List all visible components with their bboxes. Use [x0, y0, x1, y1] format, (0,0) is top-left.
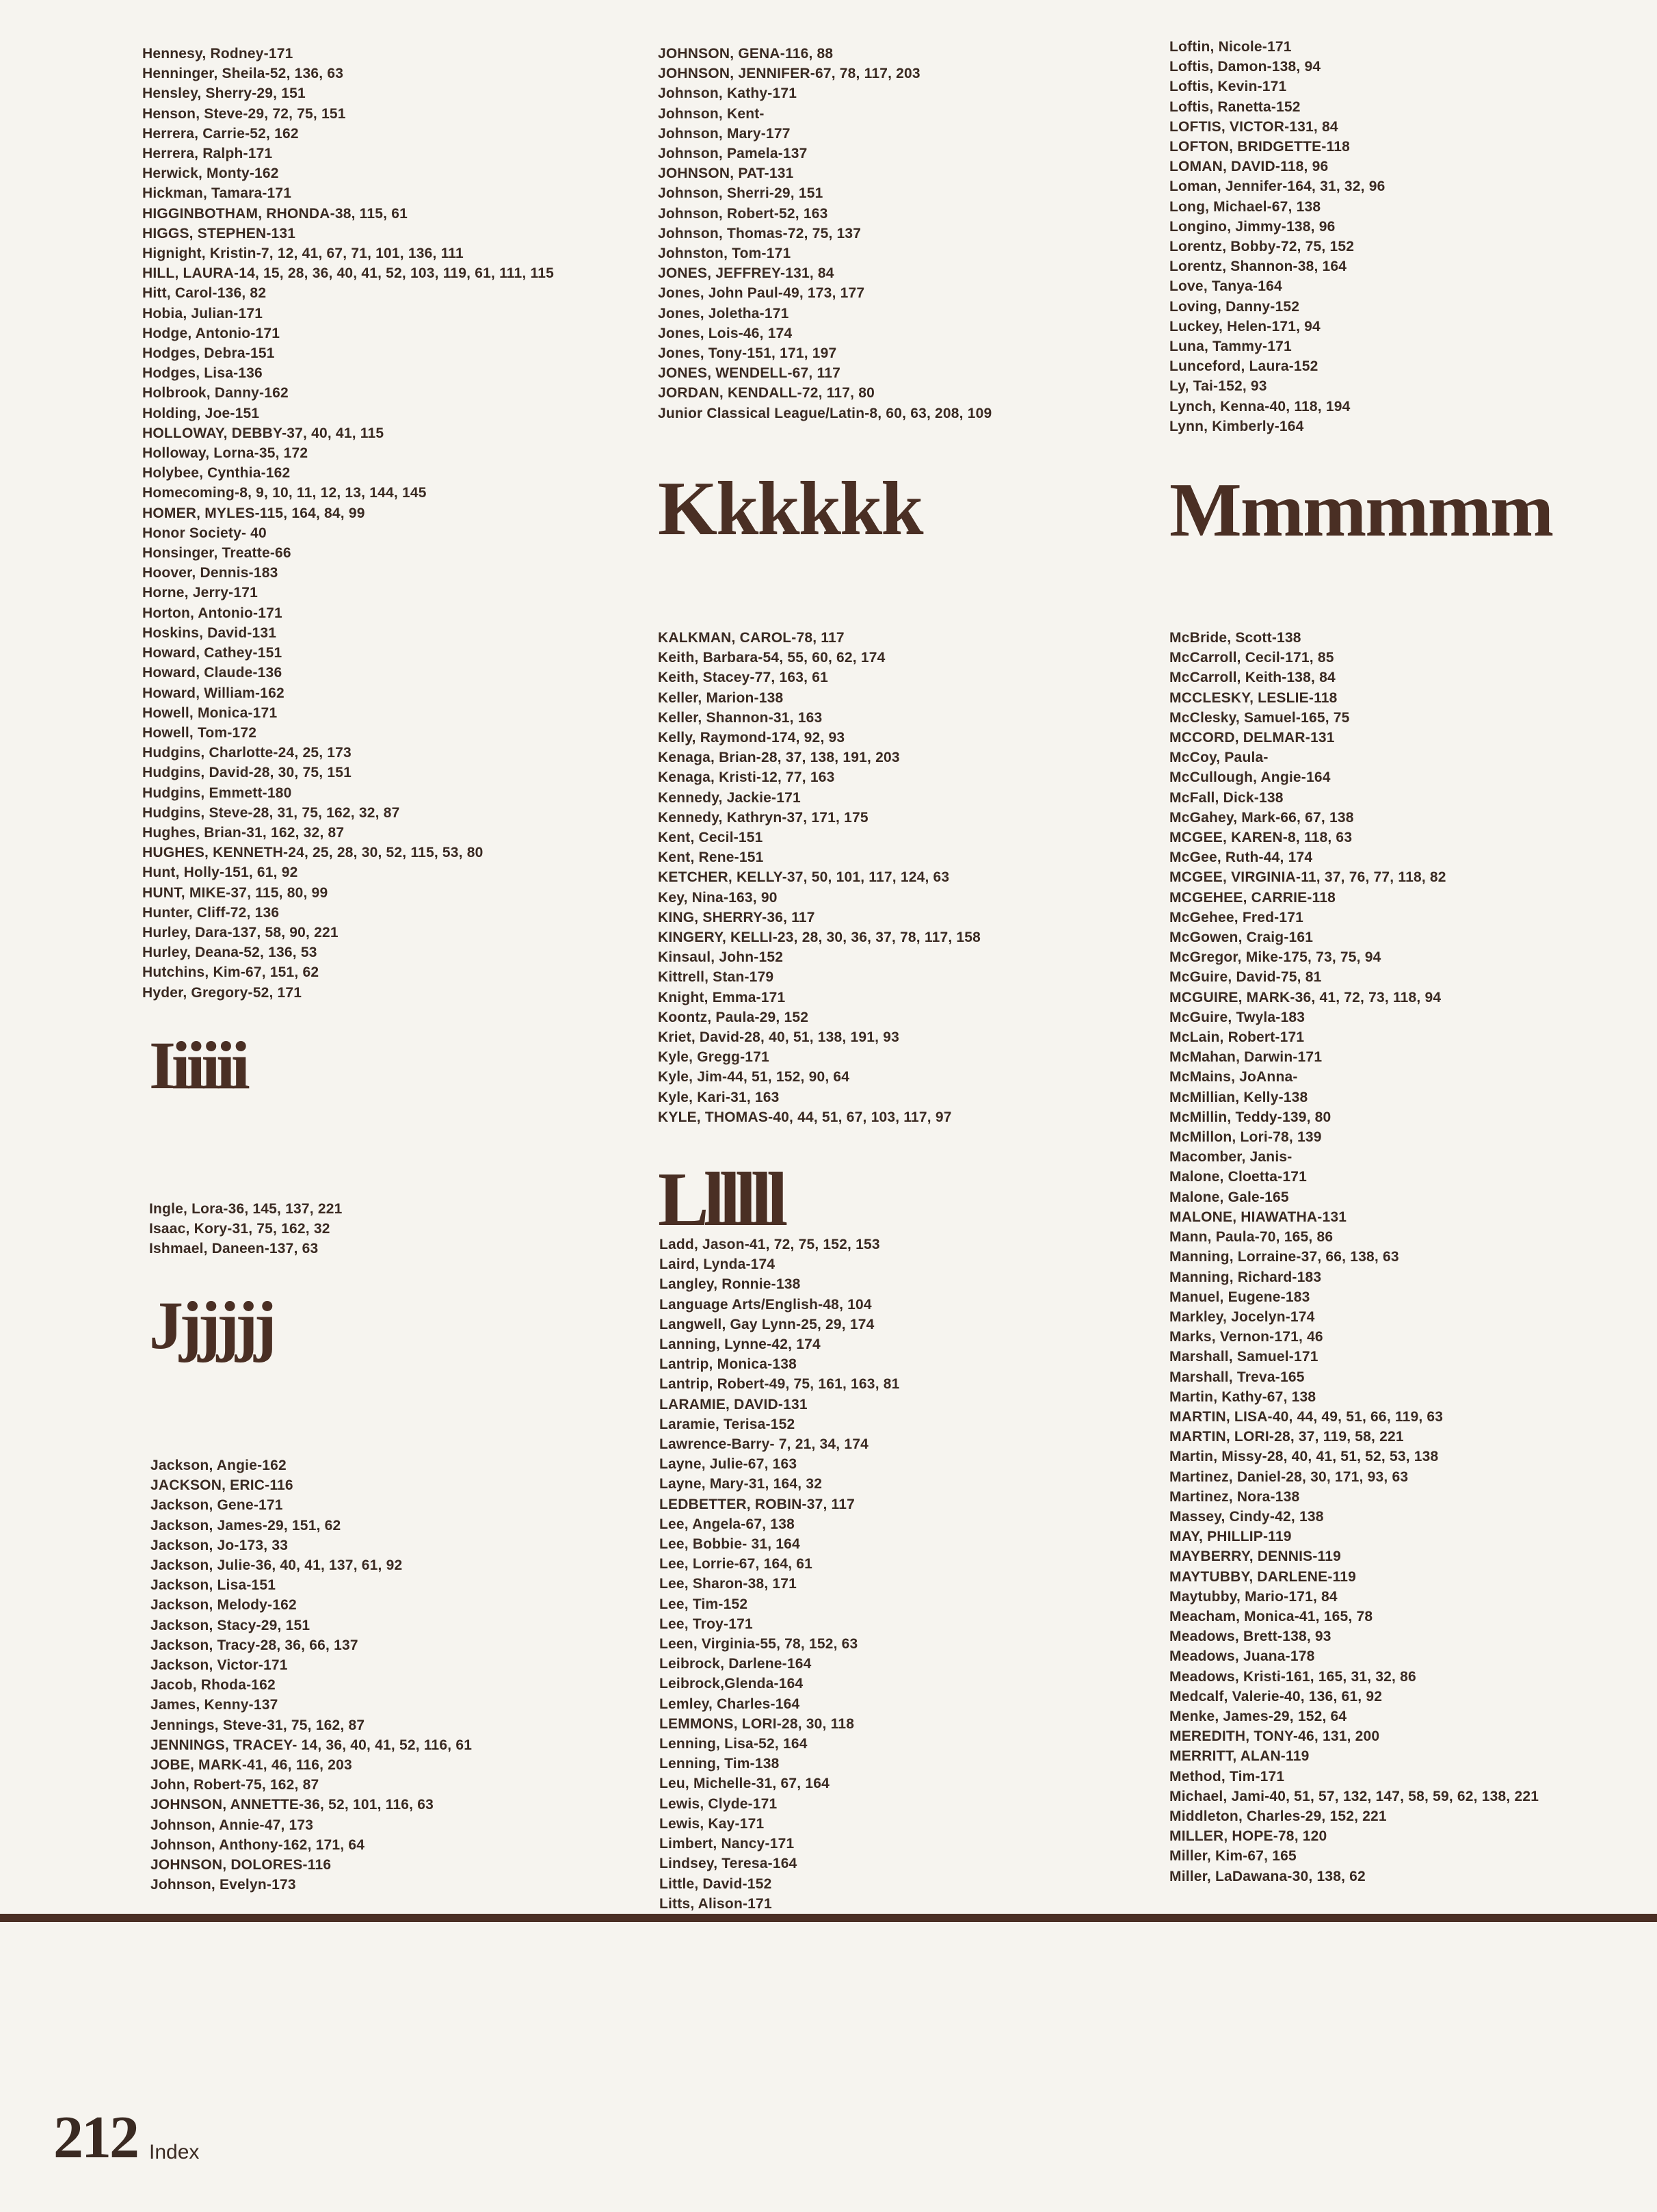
index-entry: Johnson, Kent- — [658, 105, 765, 122]
index-entry: Jackson, Tracy-28, 36, 66, 137 — [150, 1637, 358, 1653]
index-entry: Homecoming-8, 9, 10, 11, 12, 13, 144, 145 — [142, 485, 427, 501]
index-entry: Malone, Gale-165 — [1169, 1189, 1289, 1205]
index-entry: KING, SHERRY-36, 117 — [658, 909, 815, 925]
index-entry: Langley, Ronnie-138 — [659, 1276, 801, 1293]
index-entry: Isaac, Kory-31, 75, 162, 32 — [149, 1221, 330, 1237]
index-entry: Hunt, Holly-151, 61, 92 — [142, 865, 298, 881]
index-entry: JOHNSON, ANNETTE-36, 52, 101, 116, 63 — [150, 1797, 434, 1813]
index-entry: Ingle, Lora-36, 145, 137, 221 — [149, 1201, 343, 1217]
index-entry: LEDBETTER, ROBIN-37, 117 — [659, 1496, 856, 1512]
index-entry: Hensley, Sherry-29, 151 — [142, 85, 306, 102]
index-entry: Johnson, Mary-177 — [658, 125, 791, 142]
index-entry: McMillian, Kelly-138 — [1169, 1089, 1308, 1105]
index-entry: Jones, Tony-151, 171, 197 — [658, 345, 837, 362]
index-entry: Howard, Cathey-151 — [142, 645, 282, 661]
index-entry: Johnson, Pamela-137 — [658, 146, 808, 162]
index-entry: Kennedy, Kathryn-37, 171, 175 — [658, 809, 869, 826]
index-entry: Henninger, Sheila-52, 136, 63 — [142, 66, 344, 82]
index-entry: Loftis, Ranetta-152 — [1169, 98, 1301, 115]
index-entry: Honor Society- 40 — [142, 525, 267, 541]
index-column-1-i — [149, 1199, 628, 1259]
entry-list-k — [658, 628, 1137, 1127]
index-entry: Lorentz, Bobby-72, 75, 152 — [1169, 239, 1355, 255]
index-entry: Holybee, Cynthia-162 — [142, 465, 291, 482]
index-entry: Holding, Joe-151 — [142, 405, 260, 421]
index-entry: JOHNSON, DOLORES-116 — [150, 1857, 332, 1873]
index-entry: Language Arts/English-48, 104 — [659, 1296, 872, 1313]
index-entry: Jackson, Gene-171 — [150, 1497, 283, 1514]
index-entry: HIGGINBOTHAM, RHONDA-38, 115, 61 — [142, 205, 408, 222]
index-entry: Hudgins, Steve-28, 31, 75, 162, 32, 87 — [142, 804, 400, 821]
index-entry: MCGEE, VIRGINIA-11, 37, 76, 77, 118, 82 — [1169, 869, 1446, 886]
index-entry: JOHNSON, JENNIFER-67, 78, 117, 203 — [658, 66, 920, 82]
index-column-3-m — [1169, 628, 1648, 1886]
index-entry: Markley, Jocelyn-174 — [1169, 1308, 1315, 1325]
index-entry: Kennedy, Jackie-171 — [658, 789, 801, 806]
index-column-2 — [658, 44, 1137, 423]
index-entry: MILLER, HOPE-78, 120 — [1169, 1828, 1327, 1845]
index-entry: Herwick, Monty-162 — [142, 166, 279, 182]
index-entry: JONES, WENDELL-67, 117 — [658, 365, 840, 382]
index-entry: Hurley, Deana-52, 136, 53 — [142, 945, 317, 961]
index-entry: McMillon, Lori-78, 139 — [1169, 1129, 1322, 1146]
index-entry: McClesky, Samuel-165, 75 — [1169, 709, 1350, 726]
index-entry: McGee, Ruth-44, 174 — [1169, 850, 1313, 866]
index-entry: Lynch, Kenna-40, 118, 194 — [1169, 398, 1351, 414]
index-entry: Luckey, Helen-171, 94 — [1169, 318, 1321, 334]
index-entry: JOHNSON, PAT-131 — [658, 166, 794, 182]
index-entry: Johnson, Anthony-162, 171, 64 — [150, 1836, 365, 1853]
index-entry: James, Kenny-137 — [150, 1697, 278, 1713]
index-entry: Ly, Tai-152, 93 — [1169, 378, 1267, 395]
index-entry: Howard, William-162 — [142, 685, 284, 701]
index-entry: Keith, Stacey-77, 163, 61 — [658, 670, 828, 686]
index-entry: Hughes, Brian-31, 162, 32, 87 — [142, 824, 345, 841]
index-entry: Hodges, Debra-151 — [142, 345, 275, 362]
index-entry: Lee, Lorrie-67, 164, 61 — [659, 1556, 813, 1572]
index-entry: Keller, Shannon-31, 163 — [658, 709, 823, 726]
index-entry: Layne, Mary-31, 164, 32 — [659, 1476, 823, 1492]
index-entry: Litts, Alison-171 — [659, 1895, 772, 1912]
index-entry: Hennesy, Rodney-171 — [142, 46, 293, 62]
index-entry: Howell, Tom-172 — [142, 724, 257, 741]
index-entry: MARTIN, LISA-40, 44, 49, 51, 66, 119, 63 — [1169, 1408, 1444, 1425]
index-entry: MEREDITH, TONY-46, 131, 200 — [1169, 1728, 1380, 1745]
index-entry: McMahan, Darwin-171 — [1169, 1049, 1323, 1066]
index-entry: Leu, Michelle-31, 67, 164 — [659, 1776, 830, 1792]
index-entry: Kenaga, Brian-28, 37, 138, 191, 203 — [658, 750, 900, 766]
index-entry: Mann, Paula-70, 165, 86 — [1169, 1229, 1334, 1246]
index-entry: Jennings, Steve-31, 75, 162, 87 — [150, 1717, 365, 1733]
index-entry: McGowen, Craig-161 — [1169, 930, 1314, 946]
index-column-1 — [142, 44, 635, 1003]
index-entry: HUNT, MIKE-37, 115, 80, 99 — [142, 884, 328, 901]
index-entry: Knight, Emma-171 — [658, 989, 786, 1005]
index-entry: Limbert, Nancy-171 — [659, 1836, 795, 1852]
index-entry: Loftis, Kevin-171 — [1169, 79, 1287, 95]
index-entry: Lemley, Charles-164 — [659, 1696, 800, 1712]
index-entry: Johnson, Kathy-171 — [658, 85, 797, 102]
index-entry: Henson, Steve-29, 72, 75, 151 — [142, 105, 346, 122]
index-column-2-l — [659, 1235, 1138, 1914]
index-entry: MALONE, HIAWATHA-131 — [1169, 1209, 1347, 1225]
section-label: Index — [149, 2141, 200, 2163]
index-entry: Hodge, Antonio-171 — [142, 325, 280, 341]
index-entry: Martinez, Nora-138 — [1169, 1488, 1300, 1505]
index-entry: Jackson, Melody-162 — [150, 1597, 297, 1614]
index-entry: Marshall, Samuel-171 — [1169, 1349, 1318, 1365]
index-entry: LEMMONS, LORI-28, 30, 118 — [659, 1715, 855, 1732]
index-entry: Jacob, Rhoda-162 — [150, 1677, 276, 1694]
index-entry: Lawrence-Barry- 7, 21, 34, 174 — [659, 1436, 869, 1453]
index-entry: McMains, JoAnna- — [1169, 1069, 1298, 1085]
index-entry: Hoover, Dennis-183 — [142, 565, 278, 581]
index-entry: Howard, Claude-136 — [142, 665, 282, 681]
index-entry: Loving, Danny-152 — [1169, 298, 1300, 315]
index-entry: Medcalf, Valerie-40, 136, 61, 92 — [1169, 1688, 1383, 1704]
letter-heading-i: Iiiiii — [149, 1027, 246, 1103]
index-entry: Miller, LaDawana-30, 138, 62 — [1169, 1868, 1366, 1884]
index-entry: Meadows, Kristi-161, 165, 31, 32, 86 — [1169, 1668, 1416, 1685]
index-entry: Loftis, Damon-138, 94 — [1169, 59, 1321, 75]
index-entry: Jones, John Paul-49, 173, 177 — [658, 285, 865, 302]
index-entry: Manning, Richard-183 — [1169, 1269, 1322, 1285]
index-entry: Laramie, Terisa-152 — [659, 1416, 795, 1432]
entry-list-m — [1169, 628, 1648, 1886]
index-entry: Jackson, Lisa-151 — [150, 1577, 276, 1594]
index-entry: JORDAN, KENDALL-72, 117, 80 — [658, 385, 875, 401]
index-entry: Kriet, David-28, 40, 51, 138, 191, 93 — [658, 1029, 899, 1046]
index-entry: Meadows, Juana-178 — [1169, 1648, 1315, 1665]
index-entry: KETCHER, KELLY-37, 50, 101, 117, 124, 63 — [658, 869, 950, 886]
index-entry: MAY, PHILLIP-119 — [1169, 1529, 1292, 1545]
index-entry: McBride, Scott-138 — [1169, 630, 1301, 646]
page-number: 212 — [53, 2105, 137, 2171]
index-entry: Jackson, Jo-173, 33 — [150, 1537, 289, 1553]
index-entry: MCCORD, DELMAR-131 — [1169, 730, 1335, 746]
index-entry: MAYTUBBY, DARLENE-119 — [1169, 1568, 1356, 1585]
index-entry: Lenning, Tim-138 — [659, 1756, 780, 1772]
index-entry: KINGERY, KELLI-23, 28, 30, 36, 37, 78, 117, 158 — [658, 930, 981, 946]
index-entry: Hoskins, David-131 — [142, 624, 277, 641]
index-entry: Lee, Sharon-38, 171 — [659, 1576, 797, 1592]
index-entry: Kenaga, Kristi-12, 77, 163 — [658, 769, 835, 786]
index-entry: Langwell, Gay Lynn-25, 29, 174 — [659, 1316, 875, 1332]
index-entry: Leibrock,Glenda-164 — [659, 1676, 804, 1692]
index-entry: Hudgins, Emmett-180 — [142, 785, 292, 801]
index-entry: HUGHES, KENNETH-24, 25, 28, 30, 52, 115, 53, 80 — [142, 845, 483, 861]
index-entry: Koontz, Paula-29, 152 — [658, 1009, 809, 1025]
index-entry: Lee, Angela-67, 138 — [659, 1516, 795, 1532]
index-entry: Jones, Joletha-171 — [658, 305, 789, 321]
index-column-3 — [1169, 37, 1648, 436]
index-entry: Miller, Kim-67, 165 — [1169, 1848, 1297, 1865]
index-entry: Leen, Virginia-55, 78, 152, 63 — [659, 1636, 858, 1653]
index-entry: Jackson, Stacy-29, 151 — [150, 1617, 310, 1633]
index-entry: Martinez, Daniel-28, 30, 171, 93, 63 — [1169, 1469, 1409, 1485]
index-entry: Jackson, Victor-171 — [150, 1657, 288, 1674]
index-entry: MERRITT, ALAN-119 — [1169, 1748, 1310, 1765]
index-entry: Luna, Tammy-171 — [1169, 339, 1292, 355]
index-entry: Lewis, Clyde-171 — [659, 1795, 778, 1812]
index-entry: McLain, Robert-171 — [1169, 1029, 1305, 1046]
index-entry: Holbrook, Danny-162 — [142, 385, 289, 401]
index-entry: Lenning, Lisa-52, 164 — [659, 1736, 808, 1752]
index-entry: LOFTON, BRIDGETTE-118 — [1169, 139, 1351, 155]
index-entry: McFall, Dick-138 — [1169, 789, 1284, 806]
index-entry: Hutchins, Kim-67, 151, 62 — [142, 964, 319, 981]
index-entry: JACKSON, ERIC-116 — [150, 1477, 293, 1494]
index-entry: Johnson, Evelyn-173 — [150, 1877, 296, 1893]
index-entry: Kyle, Gregg-171 — [658, 1049, 769, 1066]
index-entry: McGuire, Twyla-183 — [1169, 1009, 1305, 1025]
letter-heading-m: Mmmmmm — [1169, 468, 1553, 553]
footer-rule — [0, 1914, 1657, 1922]
index-entry: Horne, Jerry-171 — [142, 585, 258, 601]
index-entry: Menke, James-29, 152, 64 — [1169, 1708, 1347, 1724]
index-entry: KALKMAN, CAROL-78, 117 — [658, 630, 845, 646]
index-entry: Keller, Marion-138 — [658, 689, 784, 706]
index-entry: Johnston, Tom-171 — [658, 246, 791, 262]
index-entry: Lunceford, Laura-152 — [1169, 358, 1318, 375]
index-entry: Meacham, Monica-41, 165, 78 — [1169, 1608, 1373, 1624]
index-entry: Herrera, Ralph-171 — [142, 146, 273, 162]
index-entry: Hudgins, Charlotte-24, 25, 173 — [142, 745, 352, 761]
index-entry: Manuel, Eugene-183 — [1169, 1289, 1310, 1305]
index-entry: Layne, Julie-67, 163 — [659, 1456, 797, 1473]
index-entry: Long, Michael-67, 138 — [1169, 198, 1321, 215]
index-entry: McCarroll, Cecil-171, 85 — [1169, 650, 1334, 666]
index-entry: Honsinger, Treatte-66 — [142, 545, 291, 562]
index-entry: Hudgins, David-28, 30, 75, 151 — [142, 765, 352, 781]
index-entry: Michael, Jami-40, 51, 57, 132, 147, 58, 59, 62, 138, 221 — [1169, 1788, 1539, 1804]
index-entry: HOLLOWAY, DEBBY-37, 40, 41, 115 — [142, 425, 384, 441]
index-entry: Lynn, Kimberly-164 — [1169, 418, 1304, 434]
letter-heading-l: Llllll — [658, 1157, 783, 1242]
index-entry: Lee, Tim-152 — [659, 1596, 748, 1612]
entry-list-j2 — [658, 44, 1137, 423]
index-entry: Kinsaul, John-152 — [658, 949, 784, 966]
index-entry: Lanning, Lynne-42, 174 — [659, 1337, 821, 1353]
index-entry: Kent, Rene-151 — [658, 850, 764, 866]
index-entry: McGuire, David-75, 81 — [1169, 969, 1322, 986]
index-entry: MCCLESKY, LESLIE-118 — [1169, 689, 1338, 706]
index-entry: Hitt, Carol-136, 82 — [142, 285, 267, 302]
index-entry: KYLE, THOMAS-40, 44, 51, 67, 103, 117, 97 — [658, 1109, 952, 1125]
index-entry: MCGEE, KAREN-8, 118, 63 — [1169, 830, 1353, 846]
index-entry: McMillin, Teddy-139, 80 — [1169, 1109, 1331, 1125]
index-entry: McGregor, Mike-175, 73, 75, 94 — [1169, 949, 1381, 966]
index-entry: MARTIN, LORI-28, 37, 119, 58, 221 — [1169, 1429, 1404, 1445]
index-entry: Macomber, Janis- — [1169, 1149, 1293, 1166]
index-entry: Martin, Kathy-67, 138 — [1169, 1388, 1316, 1405]
index-entry: Meadows, Brett-138, 93 — [1169, 1629, 1331, 1645]
index-entry: Hobia, Julian-171 — [142, 305, 263, 321]
index-entry: Johnson, Robert-52, 163 — [658, 205, 828, 222]
index-entry: Lindsey, Teresa-164 — [659, 1856, 797, 1872]
index-entry: Johnson, Thomas-72, 75, 137 — [658, 225, 862, 241]
index-entry: Junior Classical League/Latin-8, 60, 63, 208, 109 — [658, 405, 992, 421]
index-entry: MAYBERRY, DENNIS-119 — [1169, 1549, 1342, 1565]
entry-list-i — [149, 1199, 628, 1259]
index-entry: McCullough, Angie-164 — [1169, 769, 1331, 786]
index-entry: Lee, Troy-171 — [659, 1616, 753, 1632]
index-entry: JONES, JEFFREY-131, 84 — [658, 265, 834, 282]
index-entry: Holloway, Lorna-35, 172 — [142, 445, 308, 462]
index-entry: Hyder, Gregory-52, 171 — [142, 984, 302, 1001]
index-entry: Keith, Barbara-54, 55, 60, 62, 174 — [658, 650, 886, 666]
index-entry: Horton, Antonio-171 — [142, 605, 282, 621]
index-entry: McGehee, Fred-171 — [1169, 909, 1303, 925]
index-entry: Maytubby, Mario-171, 84 — [1169, 1588, 1338, 1605]
index-entry: Kyle, Kari-31, 163 — [658, 1089, 780, 1105]
index-entry: Johnson, Annie-47, 173 — [150, 1817, 314, 1833]
index-entry: Little, David-152 — [659, 1875, 772, 1892]
index-entry: MCGEHEE, CARRIE-118 — [1169, 889, 1336, 906]
index-entry: Jackson, Angie-162 — [150, 1458, 287, 1473]
index-entry: Johnson, Sherri-29, 151 — [658, 185, 823, 202]
index-entry: Jackson, James-29, 151, 62 — [150, 1517, 341, 1533]
index-entry: Hickman, Tamara-171 — [142, 185, 292, 202]
letter-heading-j: Jjjjjj — [149, 1287, 273, 1363]
entry-list-l2 — [1169, 37, 1648, 436]
index-entry: HIGGS, STEPHEN-131 — [142, 225, 296, 241]
index-entry: Ladd, Jason-41, 72, 75, 152, 153 — [659, 1237, 880, 1252]
index-column-2-k — [658, 628, 1137, 1127]
index-entry: Method, Tim-171 — [1169, 1768, 1285, 1785]
index-entry: Kittrell, Stan-179 — [658, 969, 774, 986]
index-entry: Kent, Cecil-151 — [658, 830, 763, 846]
index-entry: Hignight, Kristin-7, 12, 41, 67, 71, 101, 136, 111 — [142, 246, 464, 262]
index-column-1-j — [150, 1456, 629, 1895]
index-entry: Jones, Lois-46, 174 — [658, 325, 793, 341]
entry-list-h — [142, 44, 635, 1003]
index-entry: Loman, Jennifer-164, 31, 32, 96 — [1169, 179, 1386, 195]
index-entry: Lantrip, Robert-49, 75, 161, 163, 81 — [659, 1376, 900, 1393]
index-entry: LOFTIS, VICTOR-131, 84 — [1169, 118, 1338, 135]
index-entry: Massey, Cindy-42, 138 — [1169, 1508, 1324, 1525]
index-entry: Middleton, Charles-29, 152, 221 — [1169, 1808, 1387, 1824]
entry-list-l — [659, 1235, 1138, 1914]
index-entry: MCGUIRE, MARK-36, 41, 72, 73, 118, 94 — [1169, 989, 1442, 1005]
index-entry: Leibrock, Darlene-164 — [659, 1656, 812, 1672]
index-entry: Lewis, Kay-171 — [659, 1815, 765, 1832]
index-entry: Howell, Monica-171 — [142, 705, 278, 721]
index-entry: JOBE, MARK-41, 46, 116, 203 — [150, 1757, 352, 1774]
index-entry: Marks, Vernon-171, 46 — [1169, 1329, 1323, 1345]
index-entry: McGahey, Mark-66, 67, 138 — [1169, 809, 1354, 826]
index-entry: Hurley, Dara-137, 58, 90, 221 — [142, 924, 339, 940]
index-entry: HILL, LAURA-14, 15, 28, 36, 40, 41, 52, 103, 119, 61, 111, 115 — [142, 265, 554, 282]
index-entry: Laird, Lynda-174 — [659, 1256, 776, 1273]
letter-heading-k: Kkkkkk — [658, 466, 923, 551]
index-entry: McCoy, Paula- — [1169, 750, 1269, 766]
index-entry: Love, Tanya-164 — [1169, 278, 1282, 295]
index-entry: Lorentz, Shannon-38, 164 — [1169, 259, 1347, 275]
index-entry: Hodges, Lisa-136 — [142, 365, 263, 382]
index-entry: Ishmael, Daneen-137, 63 — [149, 1241, 319, 1257]
entry-list-j — [150, 1456, 629, 1895]
index-entry: Hunter, Cliff-72, 136 — [142, 904, 280, 921]
index-entry: LOMAN, DAVID-118, 96 — [1169, 159, 1329, 175]
index-entry: JENNINGS, TRACEY- 14, 36, 40, 41, 52, 116, 61 — [150, 1737, 473, 1753]
index-entry: HOMER, MYLES-115, 164, 84, 99 — [142, 505, 365, 521]
index-entry: Kyle, Jim-44, 51, 152, 90, 64 — [658, 1069, 850, 1085]
index-entry: JOHNSON, GENA-116, 88 — [658, 46, 834, 62]
index-entry: Key, Nina-163, 90 — [658, 889, 778, 906]
index-entry: LARAMIE, DAVID-131 — [659, 1396, 808, 1412]
index-entry: Malone, Cloetta-171 — [1169, 1169, 1308, 1185]
index-entry: Loftin, Nicole-171 — [1169, 39, 1292, 55]
index-entry: Lantrip, Monica-138 — [659, 1356, 797, 1373]
index-entry: John, Robert-75, 162, 87 — [150, 1777, 319, 1793]
index-entry: Marshall, Treva-165 — [1169, 1369, 1305, 1385]
index-entry: Martin, Missy-28, 40, 41, 51, 52, 53, 138 — [1169, 1449, 1439, 1465]
index-entry: McCarroll, Keith-138, 84 — [1169, 670, 1336, 686]
index-entry: Manning, Lorraine-37, 66, 138, 63 — [1169, 1249, 1399, 1265]
index-entry: Kelly, Raymond-174, 92, 93 — [658, 730, 845, 746]
index-entry: Herrera, Carrie-52, 162 — [142, 125, 299, 142]
index-entry: Jackson, Julie-36, 40, 41, 137, 61, 92 — [150, 1557, 403, 1574]
index-entry: Longino, Jimmy-138, 96 — [1169, 218, 1336, 235]
index-entry: Lee, Bobbie- 31, 164 — [659, 1536, 800, 1553]
